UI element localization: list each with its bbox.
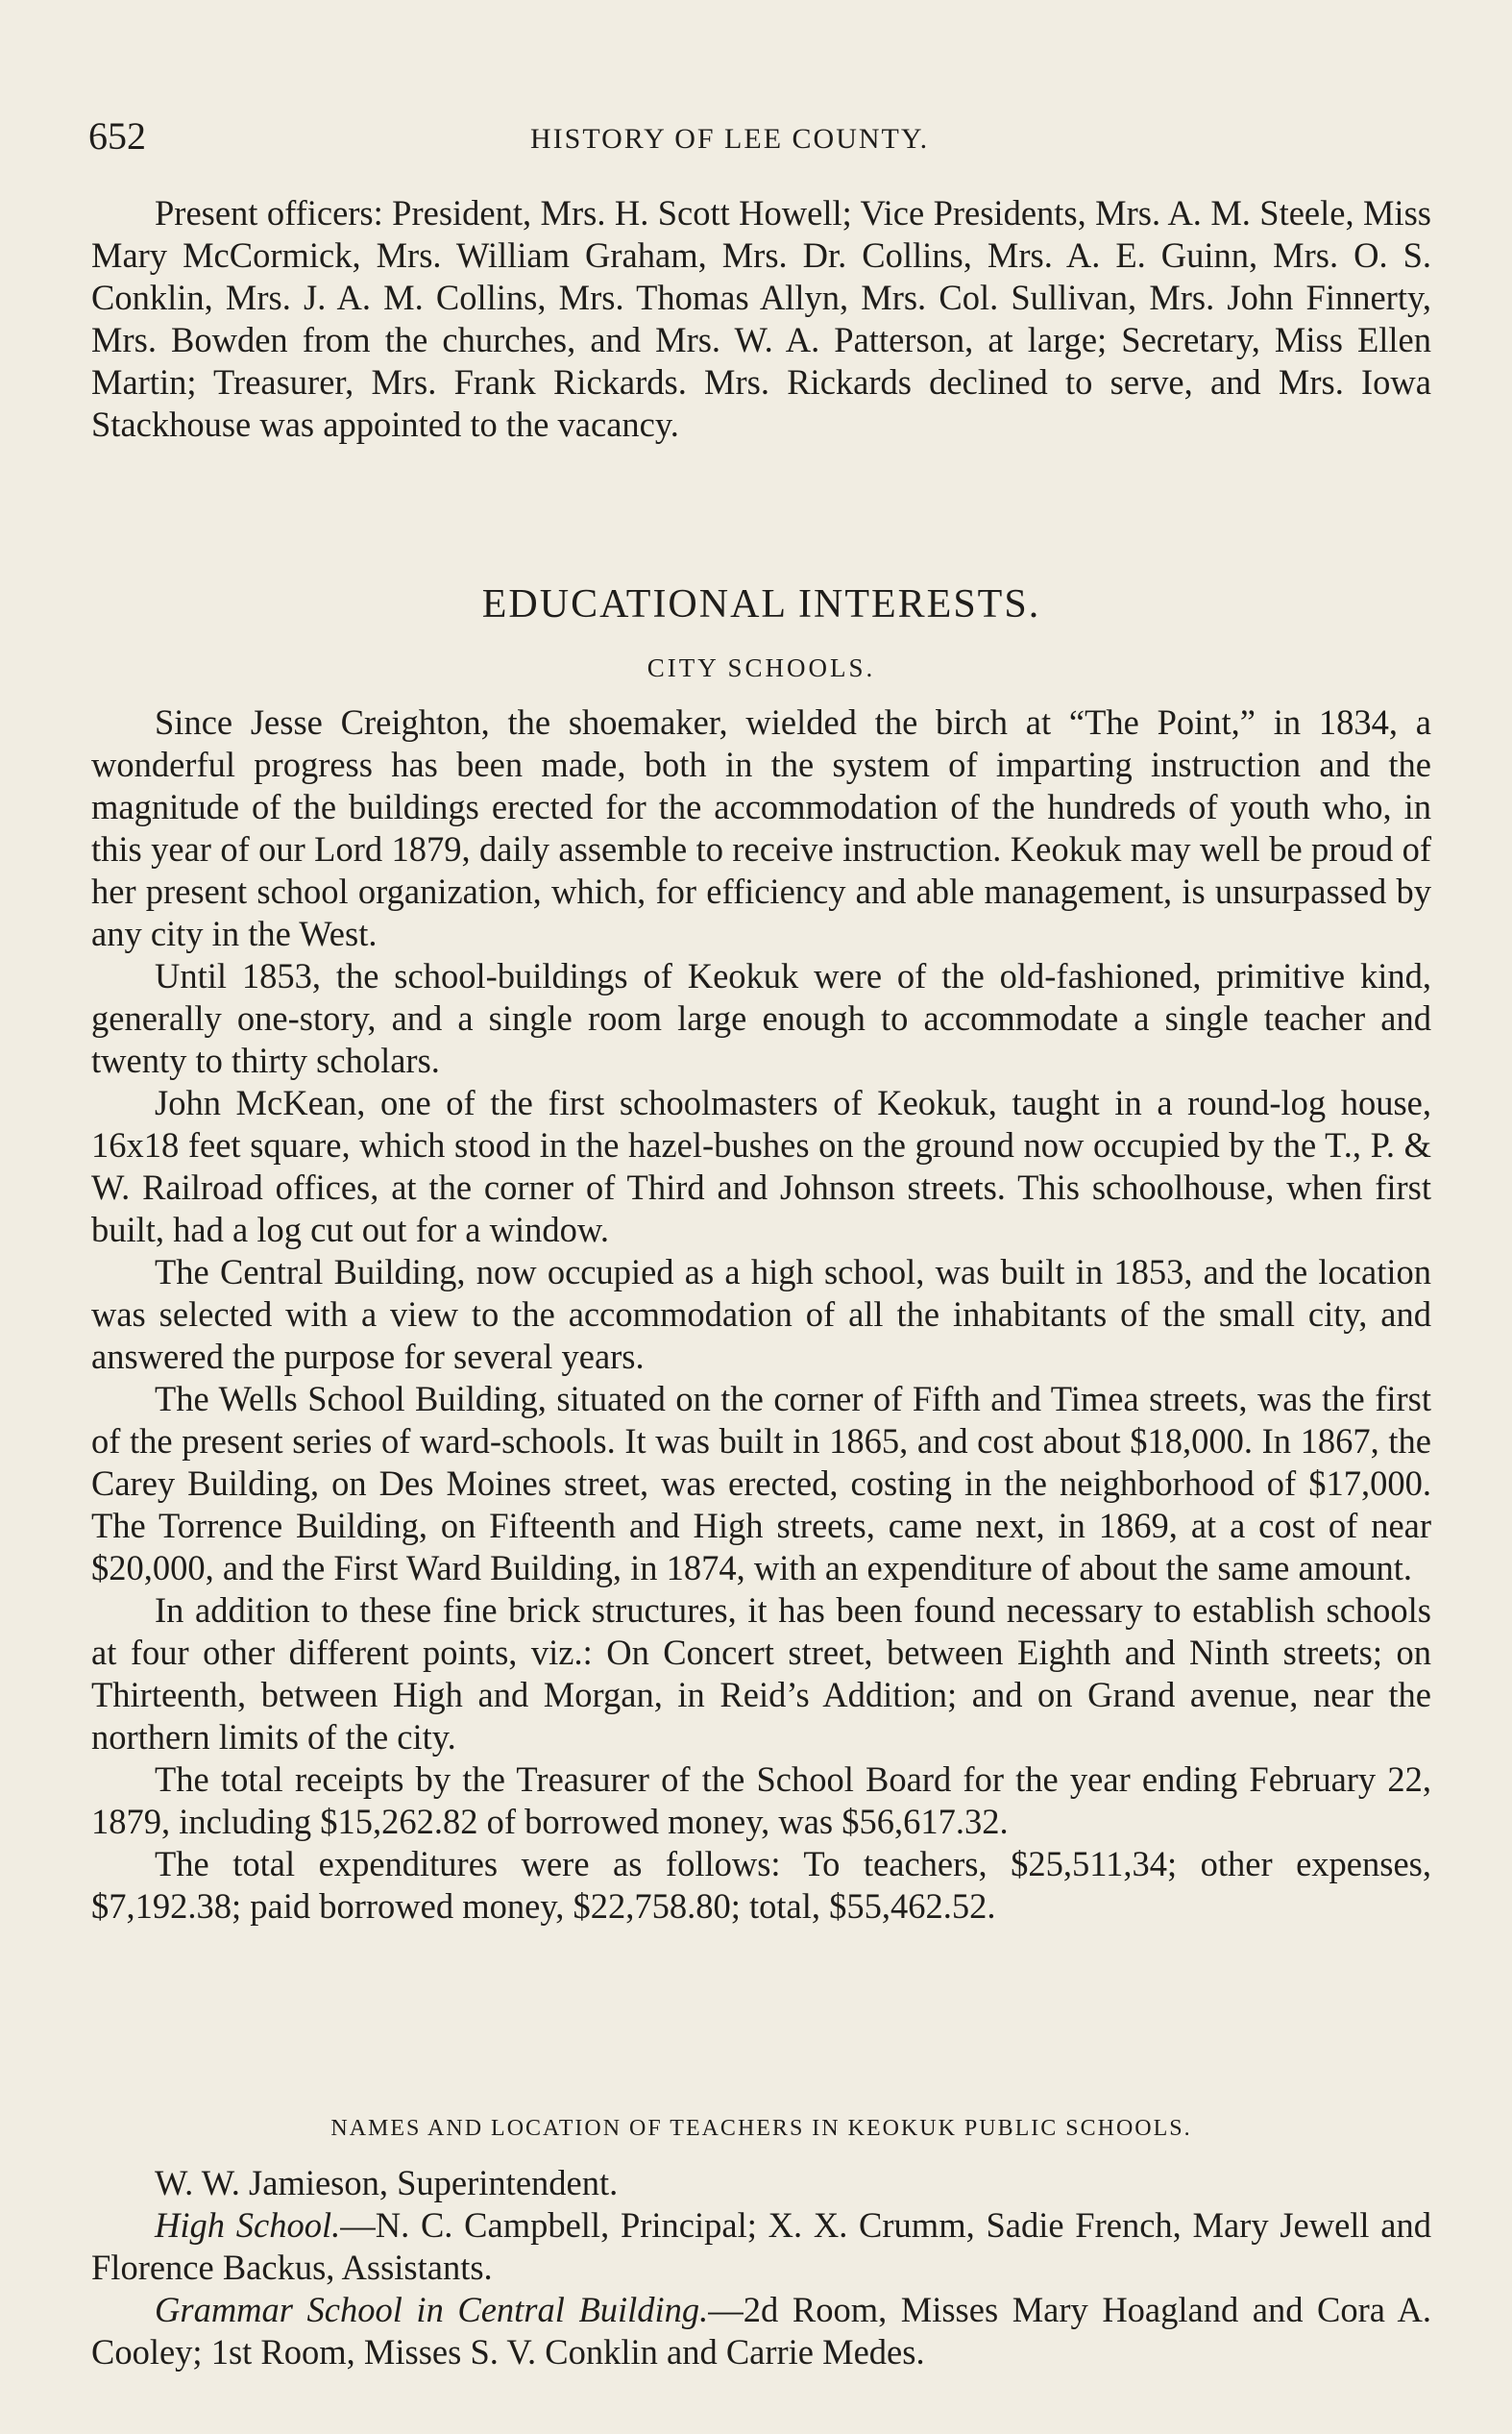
grammar-school-label: Grammar School in Central Building. [155, 2290, 709, 2329]
subsection-heading: CITY SCHOOLS. [646, 653, 876, 682]
high-school-label: High School. [155, 2205, 341, 2245]
body-paragraph: In addition to these fine brick structures, it has been found necessary to establish schools at four other different points, viz.: On Concert street, between Eighth and Ninth streets; on Thirteenth, between High and Morgan, in Reid’s Addition; and on Grand avenue, near the northern limits of the city. [91, 1590, 1431, 1757]
superintendent-line: W. W. Jamieson, Superintendent. [155, 2163, 619, 2202]
body-paragraph: John McKean, one of the first schoolmasters of Keokuk, taught in a round-log house, 16x18 feet square, which stood in the hazel-bushes on the ground now occupied by the T., P. & W. Railroad offices, at the corner of Third and Johnson streets. This schoolhouse, when first built, had a log cut out for a window. [91, 1083, 1431, 1249]
body-paragraph: The Central Building, now occupied as a high school, was built in 1853, and the location was selected with a view to the accommodation of all the inhabitants of the small city, and answered the purpose for several years. [91, 1252, 1431, 1376]
body-paragraph: The total receipts by the Treasurer of the School Board for the year ending February 22, 1879, including $15,262.82 of borrowed money, was $56,617.32. [91, 1759, 1431, 1841]
running-title: HISTORY OF LEE COUNTY. [530, 123, 930, 155]
page-header [88, 113, 1433, 171]
body-paragraph: Until 1853, the school-buildings of Keokuk were of the old-fashioned, primitive kind, generally one-story, and a single room large enough to accommodate a single teacher and twenty to thirty scholars. [91, 956, 1431, 1080]
teachers-heading: NAMES AND LOCATION OF TEACHERS IN KEOKUK PUBLIC SCHOOLS. [330, 2116, 1192, 2141]
body-paragraph: The Wells School Building, situated on the corner of Fifth and Timea streets, was the first of the present series of ward-schools. It was built in 1865, and cost about $18,000. In 1867, the Carey Building, on Des Moines street, was erected, costing in the neighborhood of $17,000. The Torrence Building, on Fifteenth and High streets, came next, in 1869, at a cost of near $20,000, and the First Ward Building, in 1874, with an expenditure of about the same amount. [91, 1379, 1431, 1587]
grammar-school-entry [91, 2289, 1431, 2373]
city-schools-body [91, 701, 1431, 1928]
grammar-school-text: —2d Room, Misses Mary Hoagland and Cora A. Cooley; 1st Room, Misses S. V. Conklin and Carrie Medes. [91, 2290, 1431, 2372]
officers-block [91, 192, 1431, 446]
body-paragraph: The total expenditures were as follows: To teachers, $25,511,34; other expenses, $7,192.38; paid borrowed money, $22,758.80; total, $55,462.52. [91, 1844, 1431, 1926]
body-paragraph: Since Jesse Creighton, the shoemaker, wielded the birch at “The Point,” in 1834, a wonderful progress has been made, both in the system of imparting instruction and the magnitude of the buildings erected for the accommodation of the hundreds of youth who, in this year of our Lord 1879, daily assemble to receive instruction. Keokuk may well be proud of her present school organization, which, for efficiency and able management, is unsurpassed by any city in the West. [91, 702, 1431, 953]
officers-paragraph: Present officers: President, Mrs. H. Scott Howell; Vice Presidents, Mrs. A. M. Steele, Miss Mary McCormick, Mrs. William Graham, Mrs. Dr. Collins, Mrs. A. E. Guinn, Mrs. O. S. Conklin, Mrs. J. A. M. Collins, Mrs. Thomas Allyn, Mrs. Col. Sullivan, Mrs. John Finnerty, Mrs. Bowden from the churches, and Mrs. W. A. Patterson, at large; Secretary, Miss Ellen Martin; Treasurer, Mrs. Frank Rickards. Mrs. Rickards declined to serve, and Mrs. Iowa Stackhouse was appointed to the vacancy. [91, 193, 1431, 444]
high-school-entry [91, 2204, 1431, 2289]
teachers-list [91, 2162, 1431, 2373]
section-heading: EDUCATIONAL INTERESTS. [481, 582, 1041, 627]
page-number: 652 [88, 114, 146, 158]
high-school-text: —N. C. Campbell, Principal; X. X. Crumm, Sadie French, Mary Jewell and Florence Backus, Assistants. [91, 2205, 1432, 2287]
